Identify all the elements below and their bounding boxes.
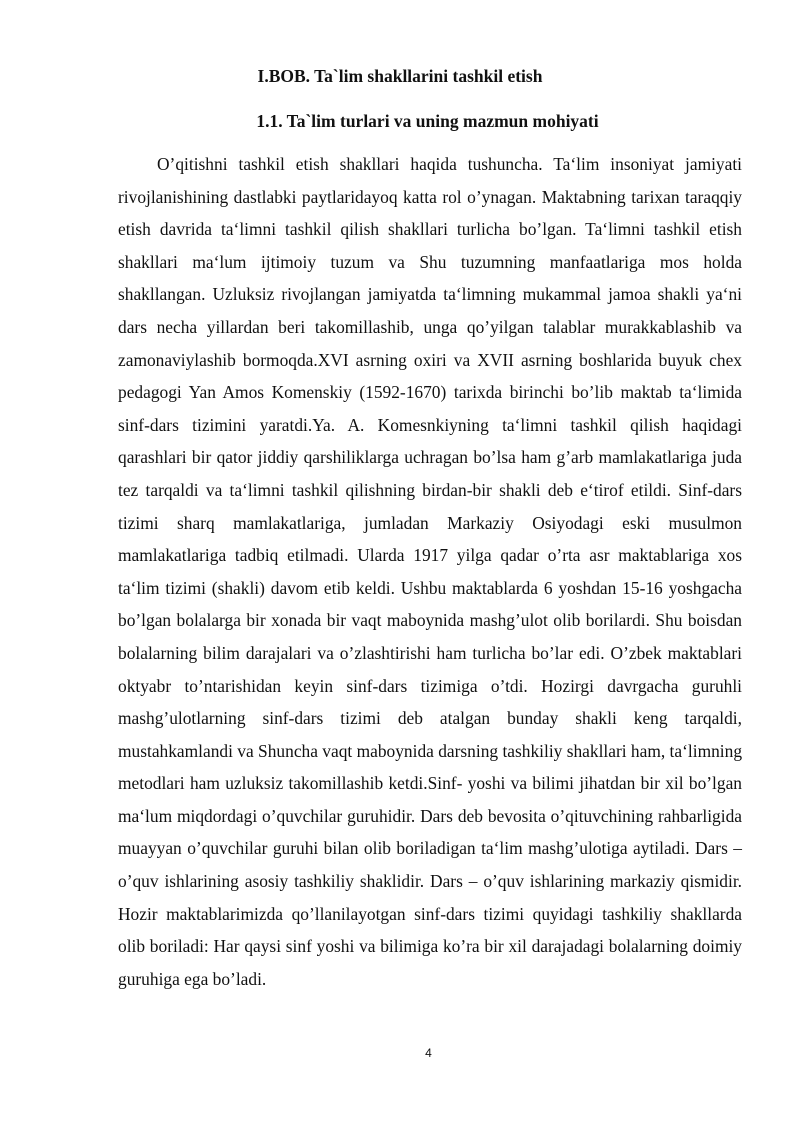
chapter-title: I.BOB. Ta`lim shakllarini tashkil etish xyxy=(257,66,543,86)
page-number: 4 xyxy=(425,1046,432,1060)
section-title: 1.1. Ta`lim turlari va uning mazmun mohiyati xyxy=(256,111,599,131)
body-paragraph: O’qitishni tashkil etish shakllari haqida tushuncha. Ta‘lim insoniyat jamiyati rivojlanishining dastlabki paytlaridayoq katta rol o’ynagan. Maktabning tarixan taraqqiy etish davrida ta‘limni tashkil qilish shakllari turlicha bo’lgan. Ta‘limni tashkil etish shakllari ma‘lum ijtimoiy tuzum va Shu tuzumning manfaatlariga mos holda shakllangan. Uzluksiz rivojlangan jamiyatda ta‘limning mukammal jamoa shakli ya‘ni dars necha yillardan beri takomillashib, unga qo’yilgan talablar murakkablashib va zamonaviylashib bormoqda.XVI asrning oxiri va XVII asrning boshlarida buyuk chex pedagogi Yan Amos Komenskiy (1592-1670) tarixda birinchi bo’lib maktab ta‘limida sinf-dars tizimini yaratdi.Ya. A. Komesnkiyning ta‘limni tashkil qilish haqidagi qarashlari bir qator jiddiy qarshiliklarga uchragan bo’lsa ham g’arb mamlakatlariga juda tez tarqaldi va ta‘limni tashkil qilishning birdan-bir shakli deb e‘tirof etildi. Sinf-dars tizimi sharq mamlakatlariga, jumladan Markaziy Osiyodagi eski musulmon mamlakatlariga tadbiq etilmadi. Ularda 1917 yilga qadar o’rta asr maktablariga xos ta‘lim tizimi (shakli) davom etib keldi. Ushbu maktablarda 6 yoshdan 15-16 yoshgacha bo’lgan bolalarga bir xonada bir vaqt maboynida mashg’ulot olib borilardi. Shu boisdan bolalarning bilim darajalari va o’zlashtirishi ham turlicha bo’lar edi. O’zbek maktablari oktyabr to’ntarishidan keyin sinf-dars tizimiga o’tdi. Hozirgi davrgacha guruhli mashg’ulotlarning sinf-dars tizimi deb atalgan bunday shakli keng tarqaldi, mustahkamlandi va Shuncha vaqt maboynida darsning tashkiliy shakllari ham, ta‘limning metodlari ham uzluksiz takomillashib ketdi.Sinf- yoshi va bilimi jihatdan bir xil bo’lgan ma‘lum miqdordagi o’quvchilar guruhidir. Dars deb bevosita o’qituvchining rahbarligida muayyan o’quvchilar guruhi bilan olib boriladigan ta‘lim mashg’ulotiga aytiladi. Dars – o’quv ishlarining asosiy tashkiliy shaklidir. Dars – o’quv ishlarining markaziy qismidir. Hozir maktablarimizda qo’llanilayotgan sinf-dars tizimi quyidagi tashkiliy shakllarda olib boriladi: Har qaysi sinf yoshi va bilimiga ko’ra bir xil darajadagi bolalarning doimiy guruhiga ega bo’ladi. xyxy=(118,154,743,989)
